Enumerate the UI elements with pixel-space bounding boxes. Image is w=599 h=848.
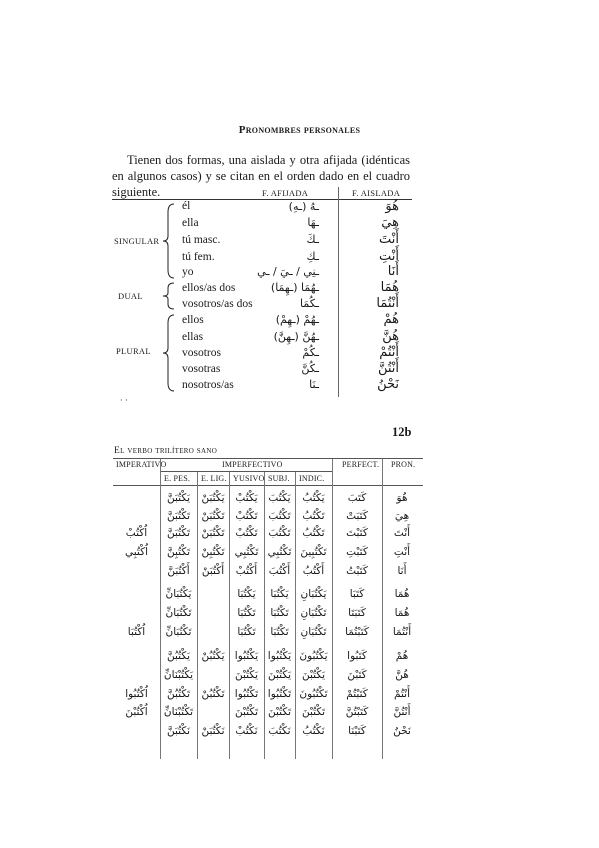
perfect-cell: كَتَبْتُ [346,565,368,577]
subjunctive-cell: يَكْتُبُوا [267,650,292,662]
column-divider [338,187,339,397]
pronoun-label: vosotros [182,347,221,359]
jussive-cell: تَكْتُبُوا [234,688,259,700]
emphatic-light-cell: يَكْتُبَنْ [201,492,225,504]
header-perfect: PERFECT. [342,460,380,469]
pronoun-label: yo [182,266,194,278]
indicative-cell: تَكْتُبَانِ [300,607,327,619]
emphatic-heavy-cell: تَكْتُبَنَّ [166,510,191,522]
imperative-cell: اُكْتُبْنَ [125,706,148,718]
subjunctive-cell: تَكْتُبْنَ [267,706,292,718]
emphatic-light-cell: تَكْتُبَنْ [201,510,225,522]
affix-form: ـكِ [306,250,319,263]
header-imperativo: IMPERATIVO [116,460,167,469]
group-label-dual: DUAL [118,291,143,301]
subjunctive-cell: تَكْتُبِي [267,546,292,558]
subjunctive-cell: نَكْتُبَ [268,725,291,737]
indicative-cell: نَكْتُبُ [302,725,325,737]
indicative-cell: يَكْتُبْنَ [301,669,326,681]
emphatic-heavy-cell: يَكْتُبَانِّ [165,588,192,600]
perfect-cell: كَتَبْتَ [346,527,368,539]
header-subj: SUBJ. [268,474,290,483]
emphatic-heavy-cell: تَكْتُبْنَانِّ [163,706,194,718]
indicative-cell: تَكْتُبُ [302,510,325,522]
perfect-cell: كَتَبْتُمْ [346,688,368,700]
pronoun-label: él [182,200,191,212]
emphatic-heavy-cell: يَكْتُبْنَانِّ [163,669,194,681]
pronoun-cell: أَنْتُنَّ [393,706,411,718]
pronoun-label: nosotros/as [182,379,234,391]
affix-form: ـهُمْ (ـهِمْ) [275,313,319,326]
subjunctive-cell: يَكْتُبَا [270,588,289,600]
pronoun-cell: أَنْتُمْ [394,688,410,700]
emphatic-light-cell: تَكْتُبَنْ [201,527,225,539]
pronoun-label: ellas [182,331,204,343]
isolated-form: أَنْتُنَّ [377,361,399,376]
header-pron: PRON. [391,460,416,469]
isolated-form: هُنَّ [382,329,399,344]
imperative-cell: اُكْتُبِي [124,546,148,558]
emphatic-heavy-cell: تَكْتُبَانِّ [165,607,192,619]
pronoun-label: ellos [182,314,204,326]
indicative-cell: تَكْتُبْنَ [301,706,326,718]
indicative-cell: تَكْتُبَانِ [300,626,327,638]
perfect-cell: كَتَبَتَا [348,607,366,619]
imperative-cell: اُكْتُبُوا [125,688,148,700]
pronoun-cell: نَحْنُ [393,725,411,737]
col-header-affix: F. AFIJADA [262,188,309,198]
indicative-cell: يَكْتُبُ [302,492,325,504]
emphatic-heavy-cell: تَكْتُبُنَّ [166,688,191,700]
pronoun-cell: هُنَّ [395,669,409,681]
brace-singular [162,202,176,280]
affix-form: ـكُمْ [302,346,319,359]
pronoun-label: tú fem. [182,251,215,263]
emphatic-light-cell: نَكْتُبَنْ [201,725,225,737]
emphatic-light-cell: تَكْتُبُنْ [201,688,225,700]
affix-form: ـكُنَّ [301,362,319,375]
pronoun-label: ellos/as dos [182,282,236,294]
affix-form: ـكُمَا [299,297,319,310]
affix-form: ـنِي / ـيَ / ـي [257,265,319,278]
perfect-cell: كَتَبَا [349,588,365,600]
isolated-form: هُمَا [380,280,399,295]
emphatic-heavy-cell: يَكْتُبَنَّ [166,492,191,504]
isolated-form: نَحْنُ [377,377,399,392]
subjunctive-cell: تَكْتُبَ [268,510,291,522]
jussive-cell: تَكْتُبَا [237,607,256,619]
pronoun-cell: هُمَا [394,607,410,619]
isolated-form: أَنْتُمَا [376,296,399,311]
jussive-cell: يَكْتُبْنَ [234,669,259,681]
header-rule [112,199,412,200]
affix-form: ـكَ [306,233,319,246]
col-header-isolated: F. AISLADA [352,188,401,198]
jussive-cell: نَكْتُبْ [235,725,258,737]
jussive-cell: تَكْتُبَا [237,626,256,638]
perfect-cell: كَتَبْنَ [347,669,367,681]
pronoun-cell: هِيَ [394,510,410,522]
affix-form: ـهُمَا (ـهِمَا) [270,281,319,294]
isolated-form: أَنْتِ [379,249,399,264]
perfect-cell: كَتَبْنَا [348,725,366,737]
header-indic: INDIC. [299,474,325,483]
indicative-cell: تَكْتُبُونَ [299,688,328,700]
group-label-plural: PLURAL [116,346,151,356]
pronoun-cell: أَنَا [397,565,407,577]
jussive-cell: أَكْتُبْ [235,565,258,577]
pronoun-cell: أَنْتَ [393,527,411,539]
indicative-cell: أَكْتُبُ [302,565,325,577]
emphatic-light-cell: تَكْتُبِنْ [201,546,225,558]
emphatic-heavy-cell: تَكْتُبِنَّ [166,546,191,558]
group-label-singular: SINGULAR [114,236,160,246]
emphatic-heavy-cell: يَكْتُبُنَّ [166,650,191,662]
page-number: 12b [392,425,412,439]
affix-form: ـهُنَّ (ـهِنَّ) [273,330,319,343]
perfect-cell: كَتَبَتْ [346,510,368,522]
perfect-cell: كَتَبْتُنَّ [345,706,369,718]
indicative-cell: تَكْتُبُ [302,527,325,539]
subjunctive-cell: تَكْتُبَ [268,527,291,539]
emphatic-heavy-cell: تَكْتُبَنَّ [166,527,191,539]
jussive-cell: تَكْتُبْ [235,510,258,522]
pronoun-label: vosotros/as dos [182,298,253,310]
pronoun-label: vosotras [182,363,221,375]
jussive-cell: تَكْتُبْ [235,527,258,539]
emphatic-light-cell: أَكْتُبَنْ [201,565,225,577]
subjunctive-cell: أَكْتُبَ [268,565,291,577]
pronoun-cell: هُوَ [396,492,408,504]
imperative-cell: اُكْتُبَا [127,626,146,638]
intro-paragraph: Tienen dos formas, una aislada y otra afijada (idénticas en algunos casos) y se citan en el orden dado en el cuadro siguiente. [112,153,410,199]
jussive-cell: تَكْتُبِي [234,546,259,558]
header-e-lig: E. LIG. [201,474,227,483]
emphatic-heavy-cell: تَكْتُبَانِّ [165,626,192,638]
header-imperfectivo: IMPERFECTIVO [222,460,283,469]
header-e-pes: E. PES. [164,474,191,483]
indicative-cell: تَكْتُبِينَ [300,546,327,558]
jussive-cell: تَكْتُبْنَ [234,706,259,718]
header-yusivo: YUSIVO [233,474,265,483]
jussive-cell: يَكْتُبُوا [234,650,259,662]
subheader-rule [160,471,332,472]
pronoun-cell: هُمْ [395,650,409,662]
pronoun-cell: أَنْتِ [393,546,411,558]
imperative-cell: اُكْتُبْ [125,527,148,539]
perfect-cell: كَتَبْتِ [346,546,368,558]
affix-form: ـهَا [307,216,319,229]
isolated-form: أَنْتَ [379,232,399,247]
isolated-form: هُوَ [385,199,399,214]
isolated-form: أَنْتُمْ [379,345,399,360]
emphatic-heavy-cell: نَكْتُبَنَّ [166,725,191,737]
emphatic-light-cell: يَكْتُبُنْ [201,650,225,662]
isolated-form: هِيَ [381,215,399,230]
jussive-cell: يَكْتُبَا [237,588,256,600]
emphatic-heavy-cell: أَكْتُبَنَّ [167,565,190,577]
perfect-cell: كَتَبُوا [347,650,367,662]
subjunctive-cell: تَكْتُبُوا [267,688,292,700]
brace-plural [162,313,176,393]
brace-dual [162,282,176,310]
subjunctive-cell: تَكْتُبَا [270,626,289,638]
verb-table-title: El verbo trilítero sano [114,446,218,456]
pronoun-cell: أَنْتُمَا [392,626,412,638]
jussive-cell: يَكْتُبْ [235,492,258,504]
perfect-cell: كَتَبَ [347,492,367,504]
section-title: Pronombres personales [238,124,361,136]
subjunctive-cell: تَكْتُبَا [270,607,289,619]
dots-mark: · · [120,396,128,405]
isolated-form: أَنَا [387,264,399,279]
affix-form: ـهُ (ـهِ) [288,200,319,213]
indicative-cell: يَكْتُبُونَ [299,650,328,662]
perfect-cell: كَتَبْتُمَا [345,626,369,638]
affix-form: ـنَا [309,378,319,391]
subjunctive-cell: يَكْتُبْنَ [267,669,292,681]
isolated-form: هُمْ [383,312,399,327]
subjunctive-cell: يَكْتُبَ [268,492,291,504]
indicative-cell: يَكْتُبَانِ [300,588,327,600]
pronoun-cell: هُمَا [394,588,410,600]
pronoun-label: tú masc. [182,234,221,246]
pronoun-label: ella [182,217,199,229]
